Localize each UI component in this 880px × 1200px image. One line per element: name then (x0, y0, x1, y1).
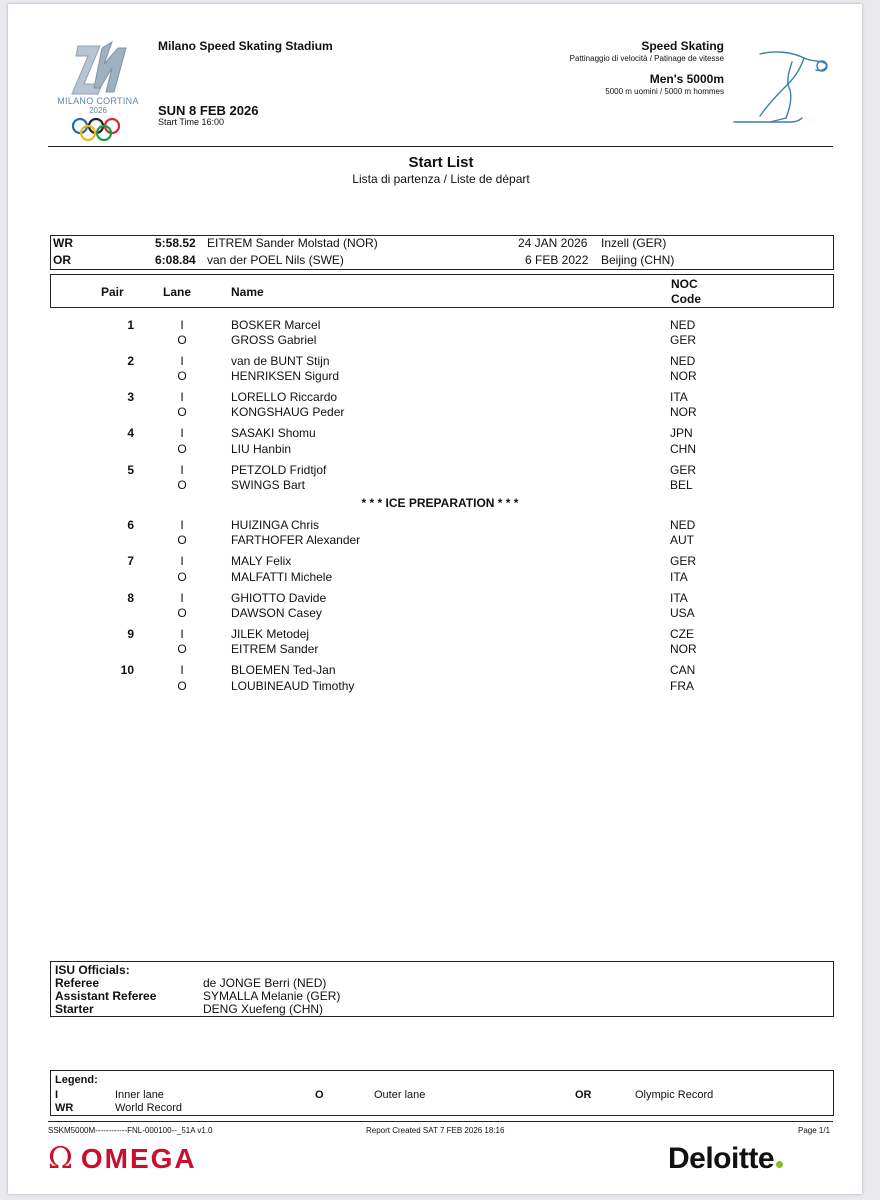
record-holder: EITREM Sander Molstad (NOR) (207, 236, 378, 250)
official-role: Starter (55, 1002, 94, 1016)
pair-number: 5 (127, 463, 134, 477)
table-row (48, 518, 838, 534)
table-row (48, 554, 838, 570)
legend-code: O (315, 1089, 324, 1101)
legend-code: I (55, 1089, 59, 1101)
legend-label: Inner lane (115, 1089, 164, 1101)
venue: Milano Speed Skating Stadium (158, 39, 333, 53)
skater-name: DAWSON Casey (231, 606, 322, 620)
col-pair-header: Pair (101, 285, 124, 299)
table-row (48, 369, 838, 385)
column-header-bar (50, 274, 834, 308)
noc-code: ITA (670, 390, 688, 404)
skater-name: FARTHOFER Alexander (231, 533, 361, 547)
official-name: de JONGE Berri (NED) (203, 976, 327, 990)
skater-name: SASAKI Shomu (231, 426, 316, 440)
noc-code: AUT (670, 533, 694, 547)
pair-number: 4 (127, 426, 134, 440)
lane: O (177, 405, 187, 419)
table-row (48, 463, 838, 479)
table-row (48, 533, 838, 549)
lane: O (177, 333, 187, 347)
legend-code: WR (55, 1102, 74, 1114)
milano-cortina-emblem-icon (50, 34, 146, 146)
event-name: Men's 5000m (649, 72, 724, 86)
record-time: 6:08.84 (155, 253, 196, 267)
col-lane-header: Lane (163, 285, 192, 299)
table-row (48, 318, 838, 334)
skater-name: van de BUNT Stijn (231, 354, 330, 368)
sport-name: Speed Skating (641, 39, 724, 53)
skater-name: BLOEMEN Ted-Jan (231, 663, 336, 677)
record-place: Beijing (CHN) (601, 253, 675, 267)
lane: O (177, 606, 187, 620)
deloitte-logo (668, 1140, 783, 1176)
skater-name: BOSKER Marcel (231, 318, 321, 332)
lane: I (180, 663, 184, 677)
record-code: OR (53, 253, 71, 267)
start-time: Start Time 16:00 (158, 117, 225, 127)
speed-skating-pictogram (730, 48, 836, 130)
officials-box (50, 961, 834, 1017)
table-row (48, 442, 838, 458)
legend-code: OR (575, 1089, 592, 1101)
omega-symbol-icon: Ω (48, 1141, 73, 1176)
noc-code: GER (670, 463, 697, 477)
lane: I (180, 318, 184, 332)
col-noc-code-header: Code (671, 292, 701, 306)
document-subtitle: Lista di partenza / Liste de départ (352, 172, 530, 186)
skater-name: KONGSHAUG Peder (231, 405, 345, 419)
deloitte-dot-icon (776, 1161, 783, 1168)
noc-code: NED (670, 318, 696, 332)
skater-name: MALFATTI Michele (231, 570, 333, 584)
noc-code: NOR (670, 642, 697, 656)
event-date: SUN 8 FEB 2026 (158, 103, 259, 118)
lane: I (180, 591, 184, 605)
document-title: Start List (408, 154, 474, 171)
noc-code: NOR (670, 405, 697, 419)
legend-label: Outer lane (374, 1089, 426, 1101)
record-time: 5:58.52 (155, 236, 196, 250)
noc-code: USA (670, 606, 695, 620)
table-row (48, 591, 838, 607)
event-translations: 5000 m uomini / 5000 m hommes (605, 87, 724, 96)
col-noc-header: NOC (671, 277, 698, 291)
table-row (48, 333, 838, 349)
lane: I (180, 627, 184, 641)
table-row (48, 354, 838, 370)
logo-text: MILANO CORTINA (57, 96, 139, 106)
noc-code: CHN (670, 442, 696, 456)
pair-number: 2 (127, 354, 134, 368)
noc-code: NED (670, 354, 696, 368)
col-name-header: Name (231, 285, 264, 299)
noc-code: BEL (670, 478, 693, 492)
skater-name: PETZOLD Fridtjof (231, 463, 327, 477)
skater-name: MALY Felix (231, 554, 292, 568)
table-row (48, 679, 838, 695)
table-row (48, 642, 838, 658)
lane: O (177, 679, 187, 693)
table-row (48, 570, 838, 586)
lane: O (177, 478, 187, 492)
lane: I (180, 463, 184, 477)
official-row (55, 976, 825, 989)
record-holder: van der POEL Nils (SWE) (207, 253, 344, 267)
table-row (48, 478, 838, 494)
omega-logo (48, 1142, 197, 1176)
skater-name: LORELLO Riccardo (231, 390, 338, 404)
header-divider (48, 146, 833, 147)
pair-number: 6 (127, 518, 134, 532)
lane: I (180, 426, 184, 440)
legend-box (50, 1070, 834, 1116)
pair-number: 10 (120, 663, 134, 677)
noc-code: NED (670, 518, 696, 532)
ice-preparation-break: * * * ICE PREPARATION * * * (361, 496, 519, 510)
logo-year: 2026 (89, 106, 107, 115)
noc-code: CZE (670, 627, 694, 641)
pair-number: 8 (127, 591, 134, 605)
table-row (48, 405, 838, 421)
footer-divider (48, 1121, 833, 1122)
milano-cortina-logo (50, 34, 146, 146)
noc-code: JPN (670, 426, 693, 440)
skater-name: GHIOTTO Davide (231, 591, 327, 605)
official-row (55, 1002, 825, 1015)
table-row (48, 627, 838, 643)
noc-code: NOR (670, 369, 697, 383)
skater-name: LIU Hanbin (231, 442, 292, 456)
page-number: Page 1/1 (798, 1126, 831, 1135)
noc-code: CAN (670, 663, 696, 677)
record-code: WR (53, 236, 73, 250)
document-code: SSKM5000M------------FNL-000100--_51A v1.0 (48, 1126, 213, 1135)
lane: O (177, 533, 187, 547)
speed-skater-icon (730, 48, 836, 130)
pair-number: 3 (127, 390, 134, 404)
official-name: SYMALLA Melanie (GER) (203, 989, 341, 1003)
noc-code: GER (670, 554, 697, 568)
table-row (48, 390, 838, 406)
official-role: Assistant Referee (55, 989, 157, 1003)
noc-code: GER (670, 333, 697, 347)
report-created: Report Created SAT 7 FEB 2026 18:16 (366, 1126, 505, 1135)
skater-name: JILEK Metodej (231, 627, 310, 641)
skater-name: GROSS Gabriel (231, 333, 317, 347)
records-box (50, 235, 834, 270)
official-role: Referee (55, 976, 100, 990)
officials-title-text: ISU Officials: (55, 963, 130, 977)
lane: O (177, 642, 187, 656)
table-row (48, 663, 838, 679)
skater-name: HENRIKSEN Sigurd (231, 369, 340, 383)
lane: I (180, 354, 184, 368)
official-name: DENG Xuefeng (CHN) (203, 1002, 324, 1016)
table-row (48, 426, 838, 442)
lane: O (177, 442, 187, 456)
sport-translations: Pattinaggio di velocità / Patinage de vitesse (569, 54, 724, 63)
pair-number: 1 (127, 318, 134, 332)
pair-number: 7 (127, 554, 134, 568)
lane: O (177, 369, 187, 383)
deloitte-wordmark: Deloitte (668, 1142, 775, 1175)
start-list-page (8, 4, 862, 1194)
record-place: Inzell (GER) (601, 236, 667, 250)
skater-name: EITREM Sander (231, 642, 319, 656)
noc-code: FRA (670, 679, 694, 693)
record-row-wr (51, 236, 833, 252)
skater-name: HUIZINGA Chris (231, 518, 320, 532)
lane: I (180, 554, 184, 568)
legend-label: Olympic Record (635, 1089, 714, 1101)
official-row (55, 989, 825, 1002)
legend-title: Legend: (55, 1074, 98, 1086)
noc-code: ITA (670, 591, 688, 605)
legend-label: World Record (115, 1102, 183, 1114)
omega-wordmark: OMEGA (80, 1143, 197, 1174)
skater-name: SWINGS Bart (231, 478, 306, 492)
officials-title (55, 963, 825, 976)
table-row (48, 606, 838, 622)
record-date: 6 FEB 2022 (525, 253, 589, 267)
record-date: 24 JAN 2026 (518, 236, 588, 250)
noc-code: ITA (670, 570, 688, 584)
record-row-or (51, 253, 833, 269)
lane: O (177, 570, 187, 584)
lane: I (180, 390, 184, 404)
pair-number: 9 (127, 627, 134, 641)
skater-name: LOUBINEAUD Timothy (231, 679, 355, 693)
lane: I (180, 518, 184, 532)
